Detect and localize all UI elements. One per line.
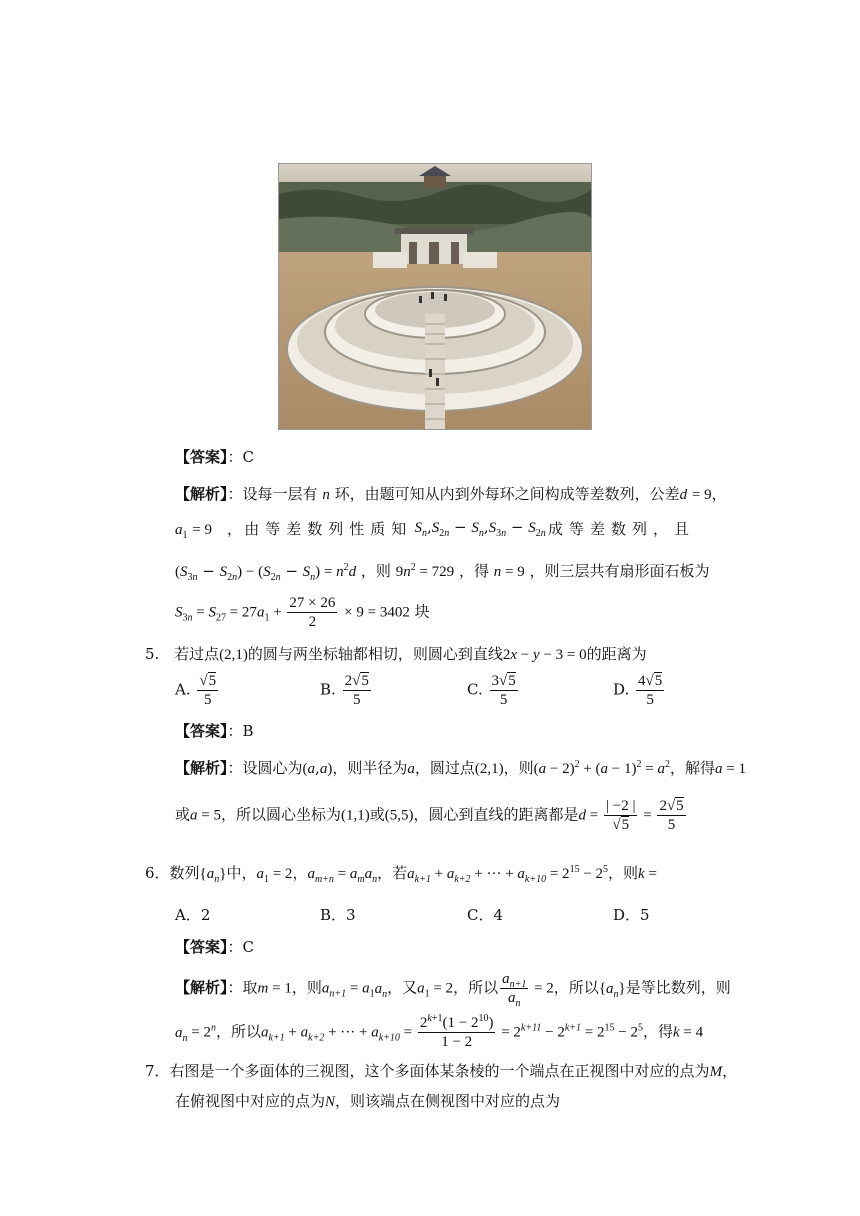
- q4-analysis-line3: $(S_{3n} - S_{2n}) - (S_{2n} - S_n) = n^2d$ ，则 $9n^2 = 729$ ，得 n = 9 ，则三层共有扇形面石板为: [175, 562, 710, 583]
- q5-answer: [175, 720, 254, 741]
- question-text: ，则该端点在侧视图中对应的点为: [335, 1092, 561, 1110]
- analysis-text: ，又: [387, 978, 418, 997]
- analysis-text: 成等差数列，且: [547, 520, 695, 538]
- option-label: B.: [320, 680, 336, 699]
- analysis-text: 或: [369, 805, 385, 824]
- q4-analysis-line2: $a_1 = 9$ ， 由等差数列性质知 $S_n,S_{2n} - S_n,S_{3n} - S_{2n}$ 成等差数列，且: [175, 518, 695, 541]
- q6-option-b: B．3: [320, 906, 356, 924]
- analysis-text: ，所以: [453, 978, 499, 997]
- analysis-text: ，解得: [669, 759, 715, 777]
- analysis-text: ，则: [503, 759, 534, 777]
- q5-analysis-line1: 【解析】：设圆心为(a,a)，则半径为a，圆过点(2,1)，则$(a - 2)^2 + (a - 1)^2 = a^2$，解得a = 1: [175, 759, 746, 777]
- answer-value: ：C: [227, 938, 254, 956]
- q6-analysis-line2: $a_n = 2^n$，所以$a_{k+1} + a_{k+2}$ + ··· + $a_{k+10}$ = $\frac{2^{k+1}(1 - 2^{10})}{1 - 2}$ = $2^{k+11} - 2^{k+1} = 2^{15} - 2^5$，得k = 4: [175, 1013, 704, 1050]
- analysis-text: ，则三层共有扇形面石板为: [529, 562, 710, 580]
- q6-option-a: A．2: [175, 906, 211, 924]
- q7-stem-line1: 7．右图是一个多面体的三视图，这个多面体某条棱的一个端点在正视图中对应的点为M，: [145, 1062, 738, 1080]
- circular-altar-photo: [278, 163, 592, 430]
- analysis-label: 【解析】: [175, 978, 228, 997]
- question-text: 中，: [226, 864, 257, 882]
- q6-option-c: C．4: [467, 906, 504, 924]
- question-text: 7．右图是一个多面体的三视图，这个多面体某条棱的一个端点在正视图中对应的点为: [145, 1062, 710, 1080]
- question-text: 若过点: [174, 645, 220, 663]
- option-label: A.: [175, 680, 191, 699]
- analysis-text: ：设圆心为: [227, 759, 303, 777]
- analysis-text: 由等差数列性质知: [244, 520, 413, 538]
- option-label: C.: [467, 680, 483, 699]
- q6-stem: 6．数列$\{a_n\}$中，$a_1 = 2$，$a_{m+n} = a_ma_n$，若$a_{k+1} + a_{k+2}$ + ··· + $a_{k+10} = 2^{15} - 2^5$，则k =: [145, 864, 657, 885]
- question-text: 的距离为: [586, 645, 647, 663]
- analysis-label: 【解析】: [175, 759, 228, 777]
- question-text: ，: [292, 864, 308, 882]
- answer-value: ：B: [227, 722, 254, 740]
- analysis-text: ，则: [360, 562, 391, 580]
- q5-option-b: B. $\frac{2√5}{5}$: [320, 673, 369, 708]
- q5-option-d: D. $\frac{4√5}{5}$: [613, 673, 663, 708]
- q7-stem-line2: 在俯视图中对应的点为N，则该端点在侧视图中对应的点为: [175, 1092, 561, 1110]
- question-text: ，若: [377, 864, 408, 882]
- analysis-text: ，圆过点: [414, 759, 475, 777]
- answer-value: ：C: [227, 448, 254, 466]
- answer-label: 【答案】: [175, 722, 228, 740]
- question-text: 的圆与两坐标轴都相切，则圆心到直线: [247, 645, 503, 663]
- analysis-text: 块: [414, 602, 430, 621]
- q6-option-d: D．5: [613, 906, 650, 924]
- analysis-text: ，所以: [215, 1022, 261, 1041]
- analysis-text: ，所以: [553, 978, 599, 997]
- q4-answer: [175, 446, 254, 467]
- answer-label: 【答案】: [175, 938, 228, 956]
- q6-answer: [175, 936, 254, 957]
- question-text: ，则: [608, 864, 639, 882]
- analysis-text: ，圆心到直线的距离都是: [413, 805, 579, 824]
- analysis-text: 环，由题可知从内到外每环之间构成等差数列，公差: [334, 485, 680, 503]
- q4-analysis-line4: $S_{3n} = S_{27} = 27a_1$ + $\frac{27 \times 26}{2}$ × 9 = 3402 块: [175, 595, 430, 630]
- analysis-text: ：取: [227, 978, 258, 997]
- analysis-text: ，得: [642, 1022, 673, 1041]
- question-number: 6．数列: [145, 864, 200, 882]
- answer-label: 【答案】: [175, 448, 228, 466]
- analysis-text: 是等比数列，则: [625, 978, 731, 997]
- q4-analysis-line1: 【解析】：设每一层有 n 环，由题可知从内到外每环之间构成等差数列，公差d = 9，: [175, 485, 727, 503]
- analysis-text: 或: [175, 805, 191, 824]
- altar-illustration: [279, 164, 591, 429]
- analysis-text: ，则: [291, 978, 322, 997]
- question-text: 在俯视图中对应的点为: [175, 1092, 326, 1110]
- analysis-text: ，则半径为: [332, 759, 408, 777]
- q5-option-a: A. $\frac{√5}{5}$: [175, 673, 217, 708]
- question-number: 5.: [145, 645, 160, 663]
- q6-analysis-line1: 【解析】：取m = 1，则$a_{n+1} = a_1a_n$，又$a_1 = 2$，所以 $\frac{a_{n+1}}{a_n}$ = 2，所以$\{a_n\}$是等比数列，则: [175, 971, 731, 1009]
- q5-analysis-line2: 或a = 5，所以圆心坐标为(1,1)或(5,5)，圆心到直线的距离都是d = $\frac{| -2 |}{√5}$ = $\frac{2√5}{5}$: [175, 798, 684, 833]
- option-label: D.: [613, 680, 630, 699]
- q5-stem: 5. 若过点(2,1)的圆与两坐标轴都相切，则圆心到直线2x − y − 3 = 0的距离为: [145, 645, 647, 663]
- q5-option-c: C. $\frac{3√5}{5}$: [467, 673, 516, 708]
- analysis-text: ：设每一层有: [227, 485, 318, 503]
- analysis-text: ，得: [458, 562, 489, 580]
- analysis-text: ，所以圆心坐标为: [220, 805, 341, 824]
- analysis-label: 【解析】: [175, 485, 228, 503]
